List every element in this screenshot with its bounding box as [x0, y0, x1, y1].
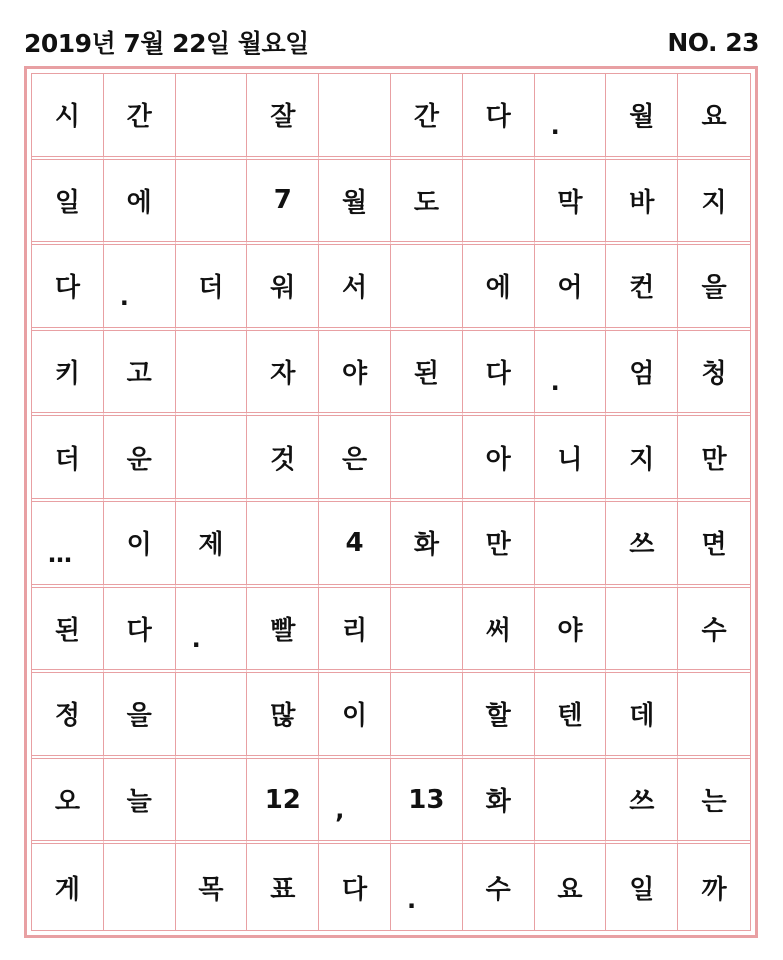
- grid-cell: 바: [606, 160, 678, 246]
- grid-cell: 만: [463, 502, 535, 588]
- manuscript-sheet: [24, 66, 758, 938]
- grid-cell: 을: [104, 673, 176, 759]
- grid-cell: 13: [391, 759, 463, 845]
- grid-cell: .: [104, 245, 176, 331]
- grid-cell: 텐: [535, 673, 607, 759]
- grid-cell: 더: [176, 245, 248, 331]
- grid-cell: [247, 502, 319, 588]
- grid-cell: 에: [463, 245, 535, 331]
- grid-cell: 키: [32, 331, 104, 417]
- grid-cell: 고: [104, 331, 176, 417]
- grid-cell: 월: [606, 74, 678, 160]
- grid-cell: 야: [535, 588, 607, 674]
- grid-cell: 것: [247, 416, 319, 502]
- grid-cell: .: [176, 588, 248, 674]
- grid-cell: 에: [104, 160, 176, 246]
- grid-cell: 다: [463, 74, 535, 160]
- grid-cell: [391, 588, 463, 674]
- grid-cell: 정: [32, 673, 104, 759]
- grid-cell: 간: [104, 74, 176, 160]
- grid-cell: 데: [606, 673, 678, 759]
- grid-cell: 많: [247, 673, 319, 759]
- grid-cell: …: [32, 502, 104, 588]
- grid-cell: [319, 74, 391, 160]
- grid-cell: 을: [678, 245, 750, 331]
- grid-cell: 간: [391, 74, 463, 160]
- page-number: NO. 23: [667, 27, 759, 57]
- grid-cell: 더: [32, 416, 104, 502]
- grid-cell: 이: [319, 673, 391, 759]
- grid-cell: 쓰: [606, 502, 678, 588]
- grid-cell: 잘: [247, 74, 319, 160]
- grid-cell: 지: [678, 160, 750, 246]
- page-header: [24, 22, 759, 62]
- grid-cell: 제: [176, 502, 248, 588]
- grid-cell: 자: [247, 331, 319, 417]
- grid-cell: .: [391, 844, 463, 930]
- grid-cell: 어: [535, 245, 607, 331]
- grid-cell: 지: [606, 416, 678, 502]
- grid-cell: [176, 331, 248, 417]
- grid-cell: 시: [32, 74, 104, 160]
- grid-cell: 이: [104, 502, 176, 588]
- grid-cell: 월: [319, 160, 391, 246]
- grid-cell: 서: [319, 245, 391, 331]
- grid-cell: 는: [678, 759, 750, 845]
- grid-cell: 다: [463, 331, 535, 417]
- grid-cell: 화: [463, 759, 535, 845]
- grid-cell: 화: [391, 502, 463, 588]
- grid-cell: [176, 416, 248, 502]
- grid-cell: 다: [319, 844, 391, 930]
- grid-cell: 야: [319, 331, 391, 417]
- grid-cell: 4: [319, 502, 391, 588]
- grid-cell: 요: [535, 844, 607, 930]
- grid-cell: 일: [606, 844, 678, 930]
- grid-cell: 운: [104, 416, 176, 502]
- grid-cell: 다: [104, 588, 176, 674]
- grid-cell: [104, 844, 176, 930]
- manuscript-grid: [31, 73, 751, 931]
- grid-cell: 수: [678, 588, 750, 674]
- grid-cell: [176, 759, 248, 845]
- grid-cell: 청: [678, 331, 750, 417]
- grid-cell: ,: [319, 759, 391, 845]
- grid-cell: [176, 74, 248, 160]
- grid-cell: 엄: [606, 331, 678, 417]
- grid-cell: 목: [176, 844, 248, 930]
- grid-cell: 된: [391, 331, 463, 417]
- grid-cell: [176, 160, 248, 246]
- grid-cell: [391, 673, 463, 759]
- grid-cell: 니: [535, 416, 607, 502]
- grid-cell: 써: [463, 588, 535, 674]
- grid-cell: 12: [247, 759, 319, 845]
- grid-cell: 7: [247, 160, 319, 246]
- grid-cell: 된: [32, 588, 104, 674]
- grid-cell: 늘: [104, 759, 176, 845]
- grid-cell: 면: [678, 502, 750, 588]
- grid-cell: 할: [463, 673, 535, 759]
- grid-cell: 일: [32, 160, 104, 246]
- grid-cell: .: [535, 74, 607, 160]
- grid-cell: 빨: [247, 588, 319, 674]
- grid-cell: 쓰: [606, 759, 678, 845]
- grid-cell: 컨: [606, 245, 678, 331]
- grid-cell: 표: [247, 844, 319, 930]
- grid-cell: 만: [678, 416, 750, 502]
- grid-cell: 은: [319, 416, 391, 502]
- diary-date: 2019년 7월 22일 월요일: [24, 29, 309, 58]
- grid-cell: 리: [319, 588, 391, 674]
- grid-cell: 워: [247, 245, 319, 331]
- grid-cell: [391, 416, 463, 502]
- grid-cell: 게: [32, 844, 104, 930]
- grid-cell: 까: [701, 874, 727, 905]
- grid-cell: .: [535, 331, 607, 417]
- grid-cell: [176, 673, 248, 759]
- grid-cell: [678, 673, 750, 759]
- grid-cell: 요: [678, 74, 750, 160]
- grid-cell: [535, 502, 607, 588]
- grid-cell: [535, 759, 607, 845]
- grid-cell: [606, 588, 678, 674]
- grid-cell: 아: [463, 416, 535, 502]
- grid-cell: [391, 245, 463, 331]
- grid-cell: 막: [535, 160, 607, 246]
- grid-cell: 수: [463, 844, 535, 930]
- grid-cell: 오: [32, 759, 104, 845]
- grid-cell: 다: [32, 245, 104, 331]
- grid-cell: 도: [391, 160, 463, 246]
- grid-cell: [463, 160, 535, 246]
